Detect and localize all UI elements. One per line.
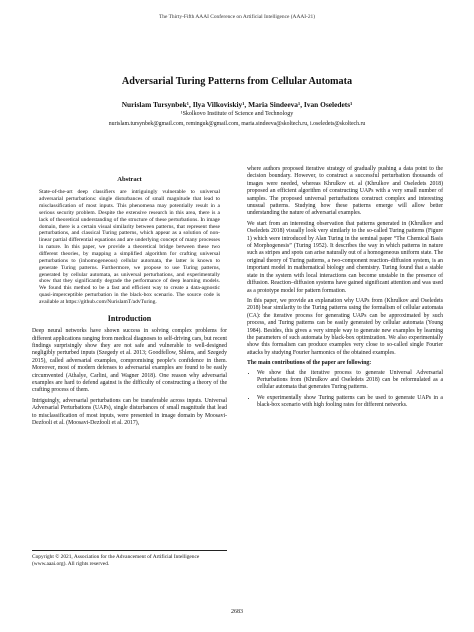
introduction-heading: Introduction <box>107 313 152 323</box>
contributions-heading: The main contributions of the paper are following: <box>247 360 372 367</box>
contributions-list <box>247 370 443 410</box>
body-paragraph: In this paper, we provide an explanation why UAPs from (Khrulkov and Oseledets 2018) bear similarity to the Turing patterns using the formalism of cellular automata (CA): the iterative process for generating UAPs can be approximated by such process, and Turing patterns can be easily generated by cellular automata (Young 1984). Besides, this gives a very simple way to generate new examples by learning the parameters of such automata by black-box optimization. We also experimentally show this formalism can produce examples very close to so-called single Fourier attacks by studying Fourier harmonics of the obtained examples. <box>247 297 443 356</box>
left-column <box>32 166 227 430</box>
author-list: Nurislam Tursynbek¹, Ilya Vilkoviskiy¹, Maria Sindeeva¹, Ivan Oseledets¹ <box>121 100 353 109</box>
body-paragraph: where authors proposed iterative strategy of gradually pushing a data point to the decision boundary. However, to construct a successful perturbation thousands of images were needed, whereas Khrulkov et. al (Khrulkov and Oseledets 2018) proposed an efficient algorithm of constructing UAPs with a very small number of samples. The proposed universal perturbations construct complex and interesting unusual patterns. Studying how these patterns emerge will allow better understanding the nature of adversarial examples. <box>247 166 443 217</box>
conference-header: The Thirty-Fifth AAAI Conference on Artificial Intelligence (AAAI-21) <box>158 14 316 20</box>
contribution-item: • We experimentally show Turing patterns can be used to generate UAPs in a black-box scenario with high fooling rates for different networks. <box>257 395 443 410</box>
abstract-heading: Abstract <box>117 176 142 183</box>
author-emails: nurislam.tursynbek@gmail.com, reminguk@gmail.com, maria.sindeeva@skoltech.ru, i.oseledets@skoltech.ru <box>108 121 366 127</box>
intro-paragraph: Deep neural networks have shown success in solving complex problems for different applications ranging from medical diagnoses to self-driving cars, but recent findings surprisingly show they are not safe and vulnerable to well-designed negligibly perturbed inputs (Szegedy et al. 2013; Goodfellow, Shlens, and Szegedy 2015), called adversarial examples, compromising people’s confidence in them. Moreover, most of modern defenses to adversarial examples are found to be easily circumvented (Athalye, Carlini, and Wagner 2018). One reason why adversarial examples are hard to defend against is the difficulty of constructing a theory of the crafting process of them. <box>32 328 227 394</box>
abstract-text: State-of-the-art deep classifiers are intriguingly vulnerable to universal adversarial perturbations: single disturbances of small magnitude that lead to misclassification of most inputs. This phenomena may potentially result in a serious security problem. Despite the extensive research in this area, there is a lack of theoretical understanding of the structure of these perturbations. In image domain, there is a certain visual similarity between patterns, that represent these perturbations, and classical Turing patterns, which appear as a solution of non-linear partial differential equations and are underlying concept of many processes in nature. In this paper, we provide a theoretical bridge between these two different theories, by mapping a simplified algorithm for crafting universal perturbations to (inhomogeneous) cellular automata, the latter is known to generate Turing patterns. Furthermore, we propose to use Turing patterns, generated by cellular automata, as universal perturbations, and experimentally show that they significantly degrade the performance of deep learning models. We found this method to be a fast and efficient way to create a data-agnostic quasi-imperceptible perturbation in the black-box scenario. The source code is available at https://github.com/NurislamT/advTuring. <box>39 189 220 305</box>
right-column <box>247 166 443 413</box>
paper-title: Adversarial Turing Patterns from Cellular Automata <box>121 76 353 87</box>
body-paragraph: We start from an interesting observation that patterns generated in (Khrulkov and Oseledets 2018) visually look very similarly to the so-called Turing patterns (Figure 1) which were introduced by Alan Turing in the seminal paper “The Chemical Basis of Morphogenesis” (Turing 1952). It describes the way in which patterns in nature such as stripes and spots can arise naturally out of a homogeneous uniform state. The original theory of Turing patterns, a two-component reaction–diffusion system, is an important model in mathematical biology and chemistry. Turing found that a stable state in the system with local interactions can become unstable in the presence of diffusion. Reaction–diffusion systems have gained significant attention and was used as a prototype model for pattern formation. <box>247 220 443 294</box>
page-number: 2683 <box>231 609 243 615</box>
copyright-notice: Copyright © 2021, Association for the Advancement of Artificial Intelligence (www.aaai.org). All rights reserved. <box>32 550 227 567</box>
affiliation: ¹Skolkovo Institute of Science and Technology <box>180 111 294 117</box>
contribution-item: • We show that the iterative process to generate Universal Adversarial Perturbations from (Khrulkov and Oseledets 2018) can be reformulated as a cellular automata that generates Turing patterns. <box>257 370 443 392</box>
intro-paragraph: Intriguingly, adversarial perturbations can be transferable across inputs. Universal Adversarial Perturbations (UAPs), single disturbances of small magnitude that lead to misclassification of most inputs, were presented in image domain by Moosavi-Dezfooli et al. (Moosavi-Dezfooli et al. 2017), <box>32 397 227 427</box>
